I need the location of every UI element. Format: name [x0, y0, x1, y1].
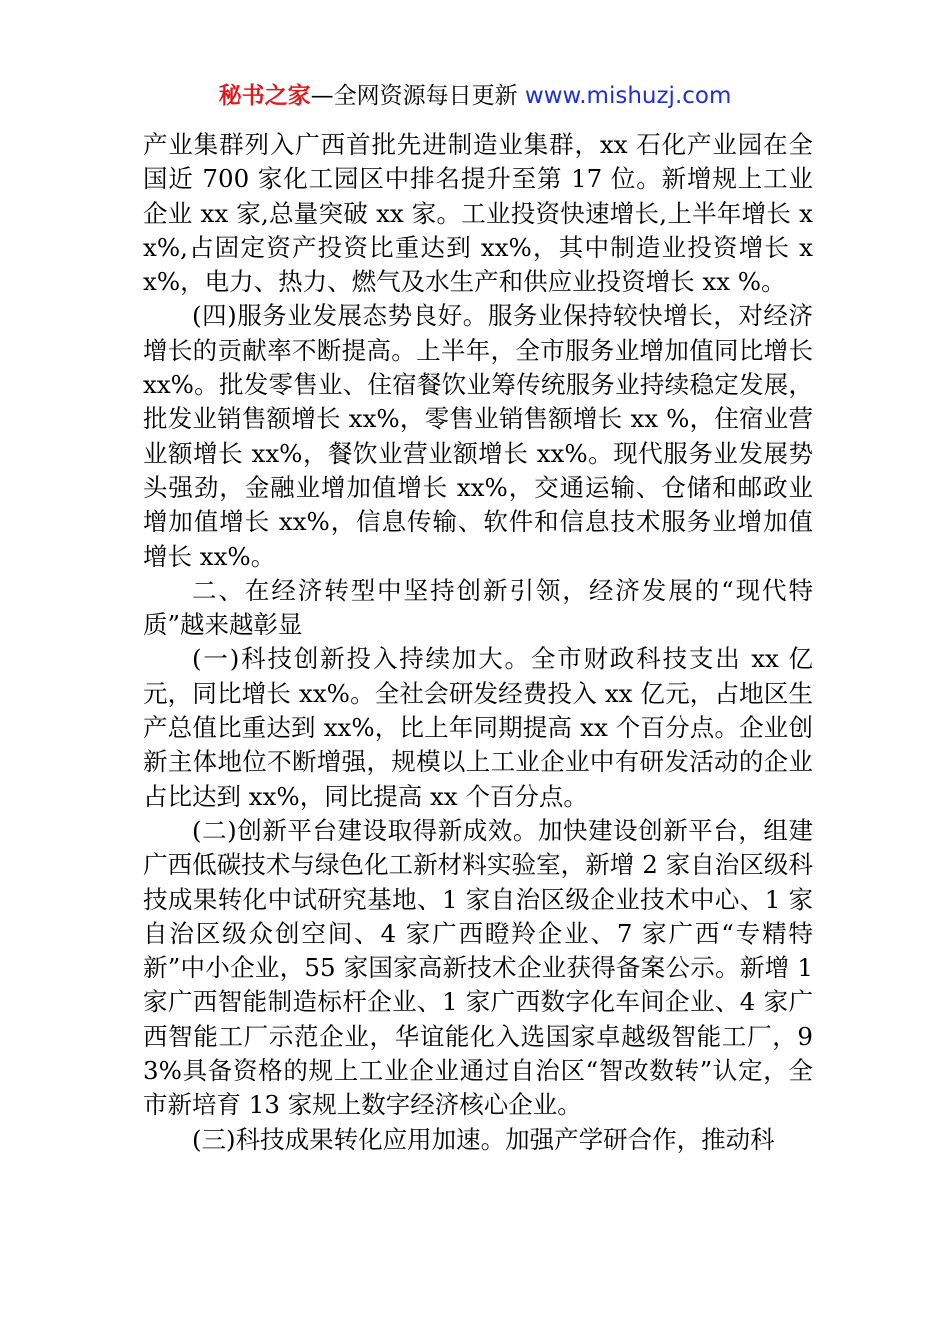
document-body [143, 128, 813, 1157]
paragraph-industry: 产业集群列入广西首批先进制造业集群，xx 石化产业园在全国近 700 家化工园区中排名提升至第 17 位。新增规上工业企业 xx 家,总量突破 xx 家。工业投资快速增长,上半年增长 xx%,占固定资产投资比重达到 xx%，其中制造业投资增长 xx%，电力、热力、燃气及水生产和供应业投资增长 xx %。 [143, 130, 813, 297]
paragraph-tech-transfer: (三)科技成果转化应用加速。加强产学研合作，推动科 [192, 1124, 775, 1154]
header-tagline: —全网资源每日更新 [310, 83, 518, 109]
section-heading-innovation: 二、在经济转型中坚持创新引领，经济发展的“现代特质”越来越彰显 [143, 575, 813, 640]
paragraph-services: (四)服务业发展态势良好。服务业保持较快增长，对经济增长的贡献率不断提高。上半年，全市服务业增加值同比增长 xx%。批发零售业、住宿餐饮业筹传统服务业持续稳定发展，批发业销售额增长 xx%，零售业销售额增长 xx %，住宿业营业额增长 xx%，餐饮业营业额增长 xx%。现代服务业发展势头强劲，金融业增加值增长 xx%，交通运输、仓储和邮政业增加值增长 xx%，信息传输、软件和信息技术服务业增加值增长 xx%。 [143, 301, 813, 571]
website-url: www.mishuzj.com [524, 83, 732, 109]
brand-name: 秘书之家 [218, 83, 311, 109]
paragraph-rnd-investment: (一)科技创新投入持续加大。全市财政科技支出 xx 亿元，同比增长 xx%。全社会研发经费投入 xx 亿元，占地区生产总值比重达到 xx%，比上年同期提高 xx 个百分点。企业创新主体地位不断增强，规模以上工业企业中有研发活动的企业占比达到 xx%，同比提高 xx 个百分点。 [143, 644, 813, 811]
watermark-header [0, 80, 950, 112]
paragraph-innovation-platforms: (二)创新平台建设取得新成效。加快建设创新平台，组建广西低碳技术与绿色化工新材料实验室，新增 2 家自治区级科技成果转化中试研究基地、1 家自治区级企业技术中心、1 家自治区级众创空间、4 家广西瞪羚企业、7 家广西“专精特新”中小企业，55 家国家高新技术企业获得备案公示。新增 1 家广西智能制造标杆企业、1 家广西数字化车间企业、4 家广西智能工厂示范企业，华谊能化入选国家卓越级智能工厂，93%具备资格的规上工业企业通过自治区“智改数转”认定，全市新培育 13 家规上数字经济核心企业。 [143, 815, 813, 1120]
